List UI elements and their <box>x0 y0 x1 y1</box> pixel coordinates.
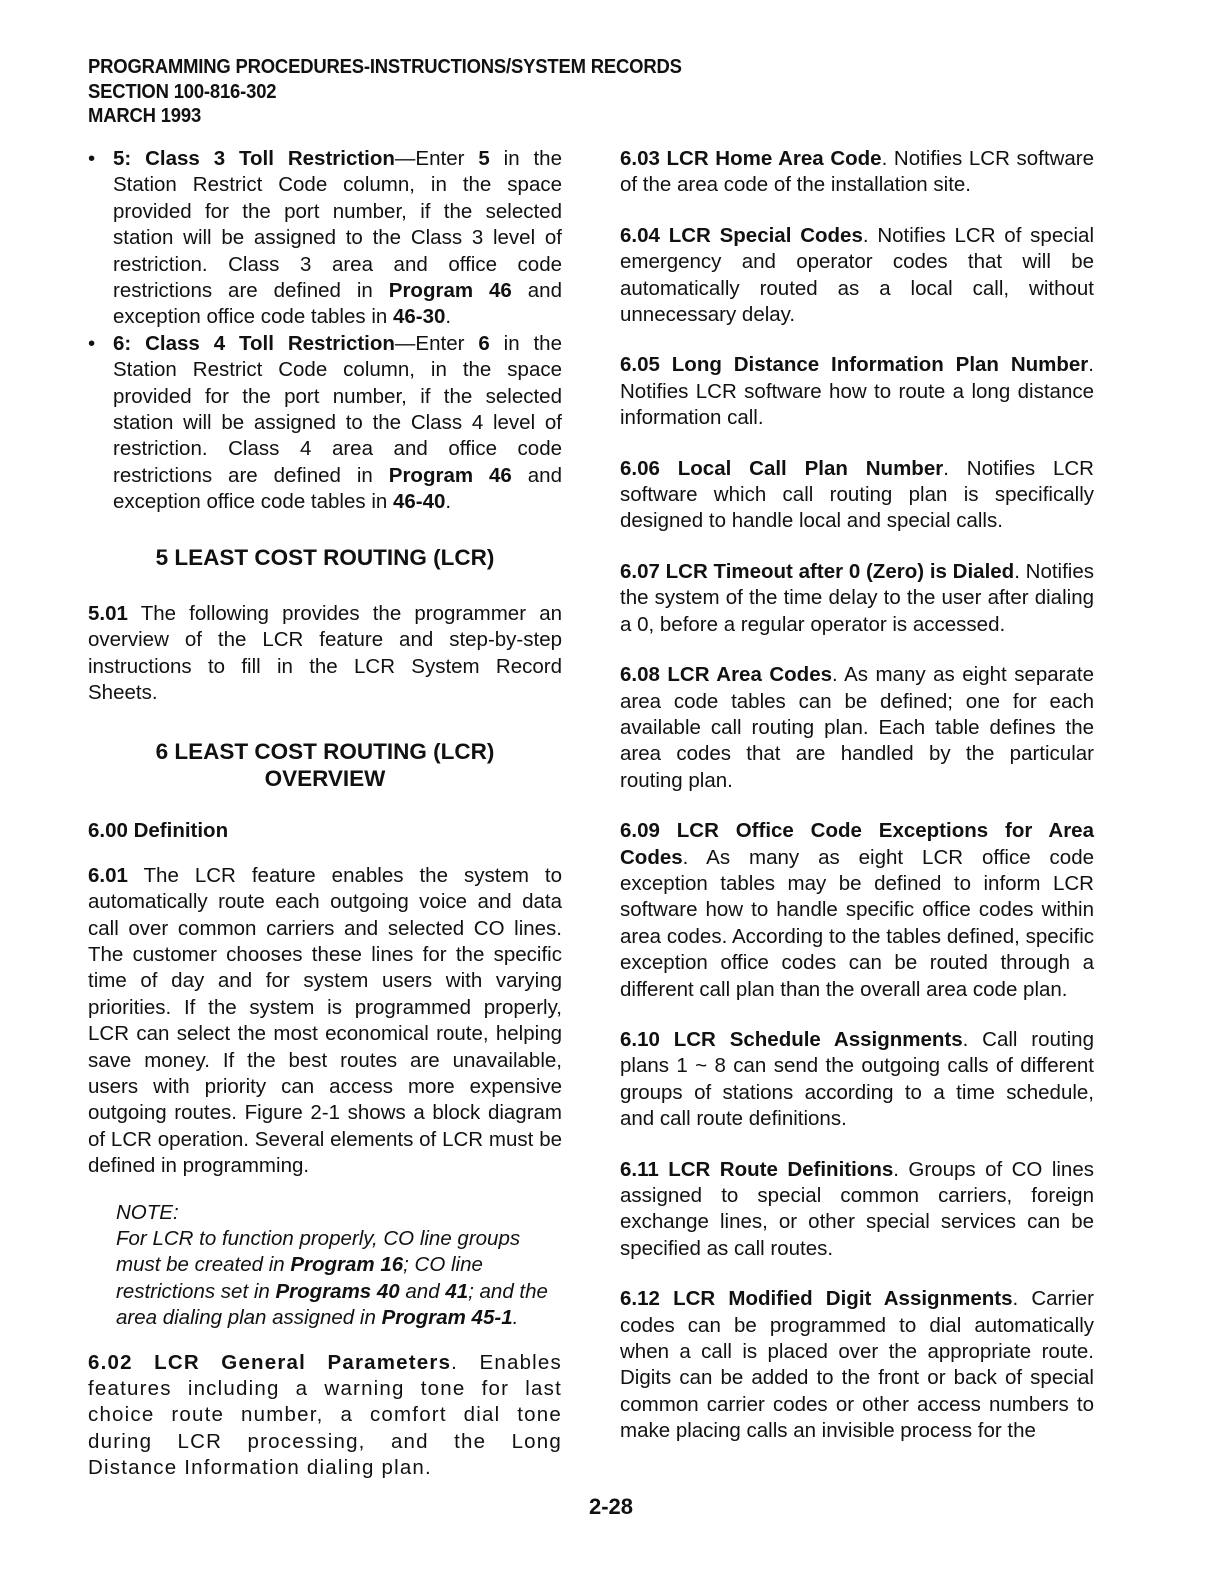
header-date: MARCH 1993 <box>88 104 202 127</box>
header-section: SECTION 100-816-302 <box>88 79 277 103</box>
paragraph-6-02 <box>88 1350 562 1482</box>
bullet-text: . <box>445 490 452 514</box>
paragraph-number: 6.01 <box>88 863 128 887</box>
program-ref: Program 16 <box>290 1253 404 1277</box>
program-ref: Program 45-1 <box>381 1306 513 1330</box>
heading-line: 6 LEAST COST ROUTING (LCR) <box>155 739 495 765</box>
header-title: PROGRAMMING PROCEDURES-INSTRUCTIONS/SYSTEM RECORDS <box>88 55 682 78</box>
paragraph-title: 6.10 LCR Schedule Assignments <box>620 1027 963 1051</box>
heading-section-6 <box>88 738 562 792</box>
note-label: NOTE: <box>116 1200 179 1224</box>
program-ref: 41 <box>445 1279 469 1303</box>
heading-section-5: 5 LEAST COST ROUTING (LCR) <box>155 544 495 570</box>
paragraph-6-09 <box>620 818 1094 1003</box>
paragraph-title: 6.02 LCR General Parameters <box>88 1350 452 1374</box>
paragraph-6-06 <box>620 456 1094 535</box>
paragraph-text: . Notifies the system of the time delay to the user after dialing a 0, before a regular operator is accessed. <box>620 559 1094 636</box>
bullet-title: 5: Class 3 Toll Restriction <box>113 147 395 170</box>
paragraph-6-01 <box>88 863 562 1180</box>
document-header <box>88 55 682 129</box>
paragraph-text: . Groups of CO lines assigned to special common carriers, foreign exchange lines, or other special services can be specified as call routes. <box>620 1157 1094 1260</box>
paragraph-text: . As many as eight LCR office code exception tables may be defined to inform LCR software how to handle specific office codes within area codes. According to the tables defined, specific exception office codes can be routed through a different call plan than the overall area code plan. <box>620 845 1094 1001</box>
heading-line: OVERVIEW <box>264 766 386 792</box>
bullet-title: 6: Class 4 Toll Restriction <box>113 331 395 355</box>
paragraph-6-08 <box>620 662 1094 794</box>
program-ref: Program 46 <box>388 463 512 487</box>
bullet-text: . <box>445 305 452 329</box>
bullet-class-3 <box>88 146 562 331</box>
paragraph-6-12 <box>620 1286 1094 1444</box>
paragraph-title: 6.05 Long Distance Information Plan Number <box>620 353 1089 377</box>
paragraph-title: 6.12 LCR Modified Digit Assignments <box>620 1287 1013 1311</box>
note-text-part: For LCR to function properly, CO line groups must be created in <box>116 1227 521 1277</box>
paragraph-text: The LCR feature enables the system to automatically route each outgoing voice and data call over common carriers and selected CO lines. The customer chooses these lines for the specific time of day and for system users with varying priorities. If the system is programmed properly, LCR can select the most economical route, helping save money. If the best routes are unavailable, users with priority can access more expensive outgoing routes. Figure 2-1 shows a block diagram of LCR operation. Several elements of LCR must be defined in programming. <box>88 863 562 1178</box>
paragraph-title: 6.11 LCR Route Definitions <box>620 1157 894 1181</box>
paragraph-title: 6.08 LCR Area Codes <box>620 663 832 687</box>
right-column <box>620 146 1094 1445</box>
bullet-icon: • <box>88 331 96 355</box>
paragraph-text: . Notifies LCR software how to route a long distance information call. <box>620 353 1094 430</box>
paragraph-number: 5.01 <box>88 601 128 625</box>
note-text-part: and <box>399 1279 446 1303</box>
paragraph-6-07 <box>620 559 1094 638</box>
paragraph-5-01 <box>88 601 562 707</box>
paragraph-text: . Enables features including a warning tone for last choice route number, a comfort dial tone during LCR processing, and the Long Distance Information dialing plan. <box>88 1350 562 1480</box>
paragraph-text: The following provides the programmer an overview of the LCR feature and step-by-step instructions to fill in the LCR System Record Sheets. <box>88 601 562 704</box>
paragraph-6-04 <box>620 223 1094 329</box>
program-ref: Programs 40 <box>275 1279 400 1303</box>
bullet-text: —Enter <box>394 331 479 355</box>
bullet-text: in the Station Restrict Code column, in the space provided for the port number, if the selected station will be assigned to the Class 3 level of restriction. Class 3 area and office code restrictions are defined in <box>113 147 562 303</box>
bullet-text: and exception office code tables in <box>113 463 562 514</box>
program-ref: Program 46 <box>388 279 512 303</box>
note-text-part: . <box>512 1306 519 1330</box>
bullet-text: in the Station Restrict Code column, in the space provided for the port number, if the selected station will be assigned to the Class 4 level of restriction. Class 4 area and office code restrictions are defined in <box>113 331 562 487</box>
bullet-code: 6 <box>478 331 490 355</box>
paragraph-text: . Notifies LCR software which call routing plan is specifically designed to handle local and special calls. <box>620 456 1094 533</box>
paragraph-6-03 <box>620 146 1094 199</box>
note-text <box>116 1226 562 1332</box>
note-block <box>88 1200 562 1332</box>
bullet-icon: • <box>88 147 96 170</box>
left-column <box>88 146 562 1482</box>
paragraph-text: . Carrier codes can be programmed to dial automatically when a call is placed over the appropriate route. Digits can be added to the front or back of special common carrier codes or other access numbers to make placing calls an invisible process for the <box>620 1287 1094 1443</box>
paragraph-6-05 <box>620 352 1094 431</box>
paragraph-title: 6.03 LCR Home Area Code <box>620 147 882 170</box>
bullet-class-4 <box>88 331 562 516</box>
paragraph-text: . Notifies LCR software of the area code of the installation site. <box>620 147 1095 197</box>
table-ref: 46-40 <box>392 490 446 514</box>
page-number: 2-28 <box>588 1494 634 1519</box>
heading-6-00: 6.00 Definition <box>88 819 229 843</box>
paragraph-6-11 <box>620 1157 1094 1263</box>
table-ref: 46-30 <box>392 305 446 329</box>
paragraph-title: 6.04 LCR Special Codes <box>620 223 863 247</box>
paragraph-title: 6.07 LCR Timeout after 0 (Zero) is Dialed <box>620 559 1015 583</box>
note-text-part: ; CO line restrictions set in <box>116 1253 483 1303</box>
paragraph-text: . Notifies LCR of special emergency and operator codes that will be automatically routed as a local call, without unnecessary delay. <box>620 223 1094 327</box>
bullet-text: and exception office code tables in <box>113 279 562 329</box>
bullet-text: —Enter <box>394 147 479 170</box>
note-text-part: ; and the area dialing plan assigned in <box>116 1279 548 1330</box>
paragraph-6-10 <box>620 1027 1094 1133</box>
paragraph-text: . Call routing plans 1 ~ 8 can send the outgoing calls of different groups of stations according to a time schedule, and call route definitions. <box>620 1027 1094 1131</box>
bullet-code: 5 <box>478 147 490 170</box>
paragraph-title: 6.09 LCR Office Code Exceptions for Area Codes <box>620 819 1094 869</box>
paragraph-title: 6.06 Local Call Plan Number <box>620 456 944 480</box>
paragraph-text: . As many as eight separate area code tables can be defined; one for each available call routing plan. Each table defines the area codes that are handled by the particular routing plan. <box>620 663 1094 792</box>
